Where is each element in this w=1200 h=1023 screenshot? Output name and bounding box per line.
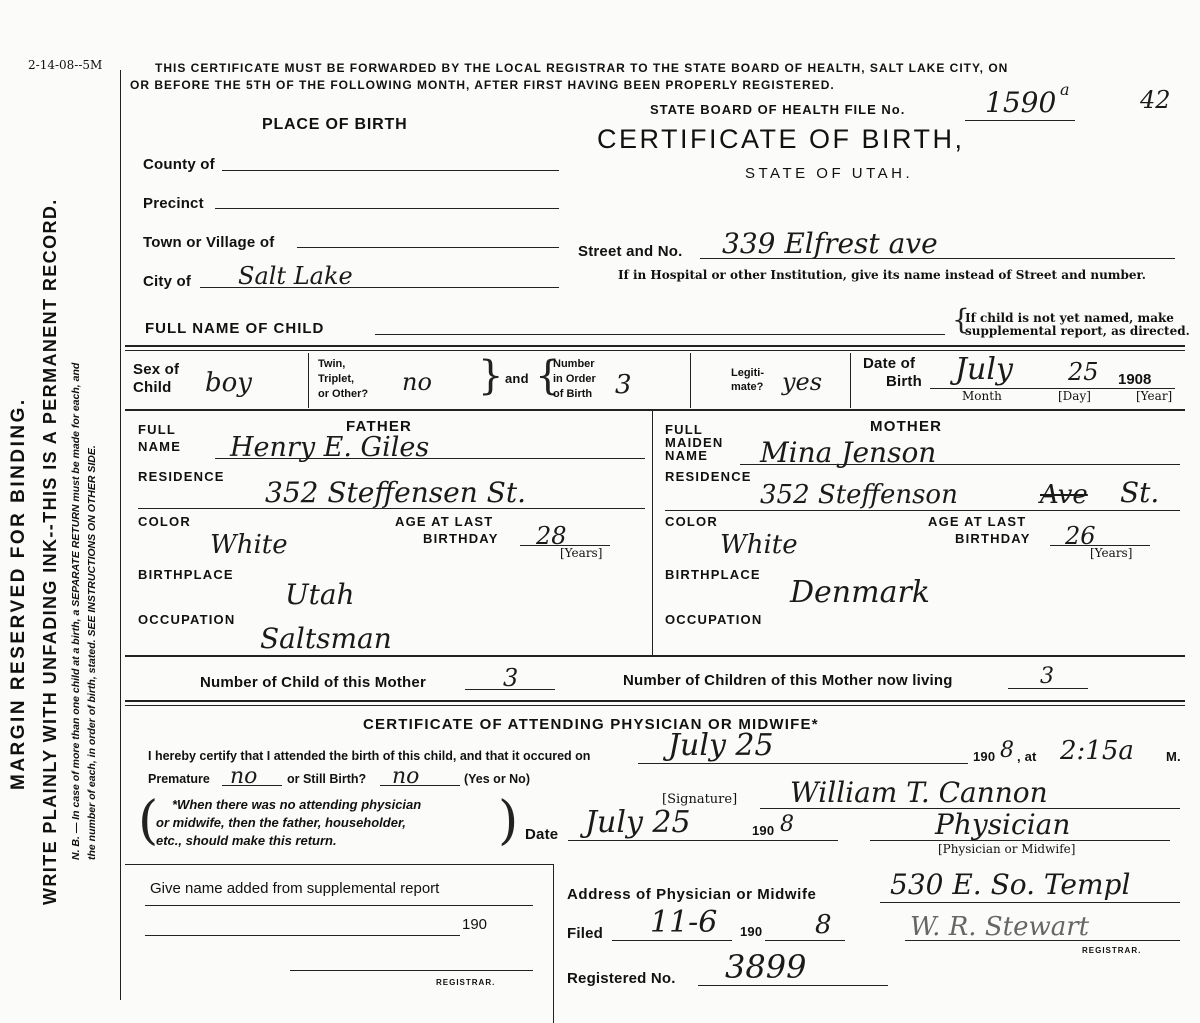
legit-value: yes	[782, 368, 823, 396]
twin-brace: }	[478, 353, 504, 399]
dob-label: Date of	[863, 355, 916, 372]
parents-divider	[652, 411, 653, 656]
mother-residence-line	[665, 510, 1180, 511]
order-brace: {	[535, 353, 561, 399]
physician-note-line1: *When there was no attending physician	[172, 797, 422, 812]
mother-years-caption: [Years]	[1090, 546, 1133, 560]
form-code: 2-14-08--5M	[28, 58, 103, 72]
father-age-label2: BIRTHDAY	[423, 531, 499, 546]
binding-notice: MARGIN RESERVED FOR BINDING.	[8, 397, 29, 790]
corner-mark: 42	[1140, 86, 1171, 114]
father-occupation-value: Saltsman	[260, 622, 392, 655]
registered-value: 3899	[725, 948, 807, 986]
file-no-label: STATE BOARD OF HEALTH FILE No.	[650, 102, 906, 117]
father-occupation-label: OCCUPATION	[138, 612, 236, 627]
nb-note-line1: N. B. — In case of more than one child at a birth, a SEPARATE RETURN must be made for each, and	[70, 362, 82, 860]
father-residence-line	[138, 508, 645, 509]
filed-value: 11-6	[650, 905, 718, 940]
sex-value: boy	[205, 368, 252, 398]
father-color-label: COLOR	[138, 514, 191, 529]
city-label: City of	[143, 273, 192, 290]
father-color-value: White	[210, 530, 288, 560]
supplement-label: Give name added from supplemental report	[150, 880, 440, 897]
child-number-value: 3	[503, 664, 519, 692]
counts-bottom-line2	[125, 705, 1185, 706]
filed-year-prefix: 190	[740, 924, 763, 939]
street-label: Street and No.	[578, 243, 683, 260]
child-name-line	[375, 334, 945, 335]
ink-notice: WRITE PLAINLY WITH UNFADING INK--THIS IS A PERMANENT RECORD.	[40, 198, 60, 905]
supplement-top-line	[125, 864, 553, 865]
row-top-line	[125, 345, 1185, 347]
supplement-right-line	[553, 864, 554, 1023]
physician-title-caption: [Physician or Midwife]	[938, 842, 1076, 856]
street-value: 339 Elfrest ave	[722, 227, 938, 260]
file-no-value: 1590	[985, 86, 1057, 119]
mother-residence-label: RESIDENCE	[665, 469, 752, 484]
row-top-line2	[125, 350, 1185, 351]
name-note-brace: {	[952, 303, 970, 336]
premature-value: no	[230, 764, 258, 789]
physician-note-line2: or midwife, then the father, householder,	[156, 815, 406, 830]
supplement-date-line	[145, 935, 460, 936]
note-brace-left: (	[138, 791, 159, 851]
counts-bottom-line	[125, 700, 1185, 702]
mother-full-label: FULL	[665, 422, 704, 437]
forward-notice-line2: OR BEFORE THE 5TH OF THE FOLLOWING MONTH, AFTER FIRST HAVING BEEN PROPERLY REGISTERED.	[130, 78, 835, 92]
nb-note-line2: the number of each, in order of birth, stated. SEE INSTRUCTIONS ON OTHER SIDE.	[86, 445, 98, 860]
physician-date-year-digit: 8	[780, 812, 794, 837]
signature-value: William T. Cannon	[790, 776, 1048, 809]
physician-date-year-prefix: 190	[752, 823, 775, 838]
dob-month: July	[955, 352, 1013, 387]
town-line	[297, 247, 559, 248]
certify-text: I hereby certify that I attended the birth of this child, and that it occured on	[148, 749, 591, 763]
order-value: 3	[615, 370, 632, 400]
and-label: and	[505, 371, 529, 386]
filed-year-line	[765, 940, 845, 941]
certify-date-line	[638, 763, 968, 764]
father-residence-label: RESIDENCE	[138, 469, 225, 484]
address-line	[880, 902, 1180, 903]
state-subtitle: STATE OF UTAH.	[745, 165, 914, 182]
father-heading: FATHER	[346, 418, 413, 435]
parents-bottom-line	[125, 655, 1185, 657]
mother-name-label: NAME	[665, 448, 709, 463]
forward-notice-line1: THIS CERTIFICATE MUST BE FORWARDED BY THE LOCAL REGISTRAR TO THE STATE BOARD OF HEALTH, SALT LAKE CITY, ON	[155, 61, 1009, 75]
row-divider-1	[308, 353, 309, 408]
order-label: Number	[553, 358, 595, 370]
dob-day-caption: [Day]	[1058, 389, 1091, 403]
filed-line	[612, 940, 732, 941]
father-birthplace-label: BIRTHPLACE	[138, 567, 234, 582]
mother-color-label: COLOR	[665, 514, 718, 529]
mother-maiden-label: MAIDEN	[665, 435, 724, 450]
note-brace-right: )	[498, 791, 519, 851]
mother-color-value: White	[720, 530, 798, 560]
physician-note-line3: etc., should make this return.	[156, 833, 337, 848]
child-name-label: FULL NAME OF CHILD	[145, 320, 325, 337]
premature-label: Premature	[148, 772, 210, 786]
dob-year: 1908	[1118, 371, 1152, 388]
mother-occupation-label: OCCUPATION	[665, 612, 763, 627]
mother-age-label: AGE AT LAST	[928, 514, 1027, 529]
twin-value: no	[402, 368, 432, 396]
physician-date-label: Date	[525, 826, 559, 843]
father-years-caption: [Years]	[560, 546, 603, 560]
living-value: 3	[1040, 664, 1054, 689]
supplement-name-line	[145, 905, 533, 906]
precinct-label: Precinct	[143, 195, 204, 212]
twin-label: Twin,	[318, 358, 346, 370]
physician-title-value: Physician	[935, 808, 1071, 841]
physician-heading: CERTIFICATE OF ATTENDING PHYSICIAN OR MIDWIFE*	[363, 716, 819, 733]
yes-no-caption: (Yes or No)	[464, 772, 530, 786]
certify-year-prefix: 190	[973, 749, 996, 764]
registrar-signature: W. R. Stewart	[910, 912, 1090, 942]
place-of-birth-heading: PLACE OF BIRTH	[262, 116, 408, 133]
supplement-registrar-line	[290, 970, 533, 971]
county-label: County of	[143, 156, 215, 173]
stillbirth-label: or Still Birth?	[287, 772, 367, 786]
mother-heading: MOTHER	[870, 418, 943, 435]
signature-label: [Signature]	[662, 792, 738, 807]
father-age-label: AGE AT LAST	[395, 514, 494, 529]
time-value: 2:15a	[1060, 736, 1134, 766]
mother-residence-end: St.	[1120, 476, 1160, 509]
county-line	[222, 170, 559, 171]
dob-year-caption: [Year]	[1136, 389, 1173, 403]
mother-residence-value: 352 Steffenson	[760, 480, 958, 510]
child-number-label: Number of Child of this Mother	[200, 674, 426, 691]
physician-date-value: July 25	[585, 805, 691, 840]
sex-label: Sex of	[133, 361, 180, 378]
certify-date-value: July 25	[668, 728, 774, 763]
address-value: 530 E. So. Templ	[890, 868, 1131, 901]
hospital-note: If in Hospital or other Institution, give its name instead of Street and number.	[618, 268, 1146, 282]
name-note-line1: If child is not yet named, make	[965, 311, 1174, 325]
row-bottom-line	[125, 409, 1185, 411]
city-value: Salt Lake	[238, 262, 353, 290]
name-note-line2: supplemental report, as directed.	[965, 324, 1190, 338]
father-full-label: FULL	[138, 422, 177, 437]
mother-age-label2: BIRTHDAY	[955, 531, 1031, 546]
supplement-registrar-caption: REGISTRAR.	[436, 978, 496, 987]
precinct-line	[215, 208, 559, 209]
legit-label: Legiti-	[731, 367, 764, 379]
row-divider-3	[850, 353, 851, 408]
legit-label2: mate?	[731, 381, 764, 393]
certify-year-digit: 8	[1000, 738, 1014, 763]
row-divider-2	[690, 353, 691, 408]
order-label2: in Order	[553, 373, 596, 385]
dob-label2: Birth	[886, 373, 922, 390]
mother-birthplace-value: Denmark	[790, 575, 930, 610]
stillbirth-value: no	[392, 764, 420, 789]
father-name-value: Henry E. Giles	[230, 432, 430, 463]
filed-label: Filed	[567, 925, 604, 942]
at-label: , at	[1017, 749, 1037, 764]
mother-birthplace-label: BIRTHPLACE	[665, 567, 761, 582]
m-label: M.	[1166, 749, 1181, 764]
mother-name-value: Mina Jenson	[760, 436, 937, 469]
order-label3: of Birth	[553, 388, 593, 400]
certificate-title: CERTIFICATE OF BIRTH,	[597, 124, 965, 154]
father-age-value: 28	[536, 522, 567, 550]
registrar-caption: REGISTRAR.	[1082, 946, 1142, 955]
registered-label: Registered No.	[567, 970, 676, 987]
town-label: Town or Village of	[143, 234, 275, 251]
address-label: Address of Physician or Midwife	[567, 886, 817, 903]
father-birthplace-value: Utah	[285, 578, 355, 611]
file-no-suffix: a	[1060, 80, 1070, 99]
father-residence-value: 352 Steffensen St.	[265, 476, 526, 509]
supplement-year-prefix: 190	[462, 916, 488, 933]
sex-label2: Child	[133, 379, 172, 396]
twin-label3: or Other?	[318, 388, 369, 400]
mother-residence-struck: Ave	[1040, 480, 1088, 510]
living-label: Number of Children of this Mother now living	[623, 672, 953, 689]
file-no-line	[965, 120, 1075, 121]
dob-month-caption: Month	[962, 389, 1002, 403]
physician-date-line	[568, 840, 838, 841]
father-name-label: NAME	[138, 439, 182, 454]
dob-day: 25	[1068, 358, 1099, 386]
filed-year-digit: 8	[815, 910, 832, 940]
margin-divider	[120, 70, 121, 1000]
twin-label2: Triplet,	[318, 373, 355, 385]
mother-age-value: 26	[1065, 522, 1096, 550]
